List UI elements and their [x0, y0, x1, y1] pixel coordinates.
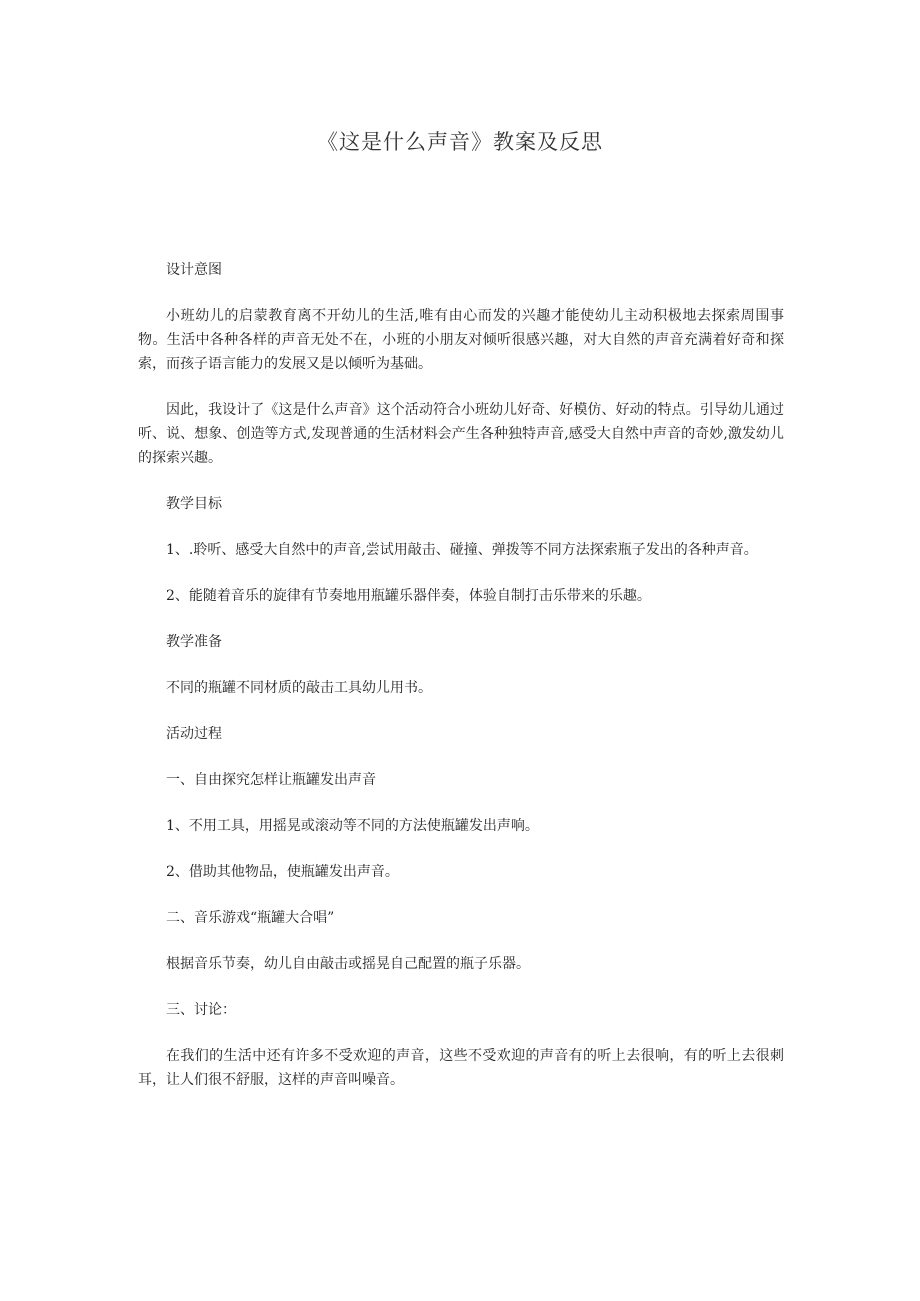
- document-body: [138, 258, 784, 1114]
- paragraph: 因此，我设计了《这是什么声音》这个活动符合小班幼儿好奇、好模仿、好动的特点。引导幼儿通过听、说、想象、创造等方式,发现普通的生活材料会产生各种独特声音,感受大自然中声音的奇妙,激发幼儿的探索兴趣。: [138, 402, 784, 466]
- document-title: 《这是什么声音》教案及反思: [317, 130, 603, 154]
- section-heading-activity-process: 活动过程: [166, 726, 222, 742]
- section-heading-teaching-goals: 教学目标: [166, 496, 222, 512]
- list-item: 2、借助其他物品，使瓶罐发出声音。: [166, 864, 399, 880]
- list-item: 1、.聆听、感受大自然中的声音,尝试用敲击、碰撞、弹拨等不同方法探索瓶子发出的各种声音。: [166, 542, 758, 558]
- list-item: 1、不用工具，用摇晃或滚动等不同的方法使瓶罐发出声响。: [166, 818, 539, 834]
- section-heading-design-intent: 设计意图: [166, 262, 222, 278]
- paragraph: 小班幼儿的启蒙教育离不开幼儿的生活,唯有由心而发的兴趣才能使幼儿主动积极地去探索周围事物。生活中各种各样的声音无处不在，小班的小朋友对倾听很感兴趣，对大自然的声音充满着好奇和探索，而孩子语言能力的发展又是以倾听为基础。: [138, 308, 784, 372]
- paragraph: 在我们的生活中还有许多不受欢迎的声音，这些不受欢迎的声音有的听上去很响，有的听上去很刺耳，让人们很不舒服，这样的声音叫噪音。: [138, 1048, 784, 1088]
- subsection-heading: 二、音乐游戏“瓶罐大合唱”: [166, 910, 335, 926]
- paragraph: 不同的瓶罐不同材质的敲击工具幼儿用书。: [166, 680, 432, 696]
- subsection-heading: 三、讨论：: [166, 1002, 236, 1018]
- section-heading-teaching-prep: 教学准备: [166, 634, 222, 650]
- paragraph: 根据音乐节奏，幼儿自由敲击或摇晃自己配置的瓶子乐器。: [166, 956, 530, 972]
- subsection-heading: 一、自由探究怎样让瓶罐发出声音: [166, 772, 376, 788]
- list-item: 2、能随着音乐的旋律有节奏地用瓶罐乐器伴奏，体验自制打击乐带来的乐趣。: [166, 588, 651, 604]
